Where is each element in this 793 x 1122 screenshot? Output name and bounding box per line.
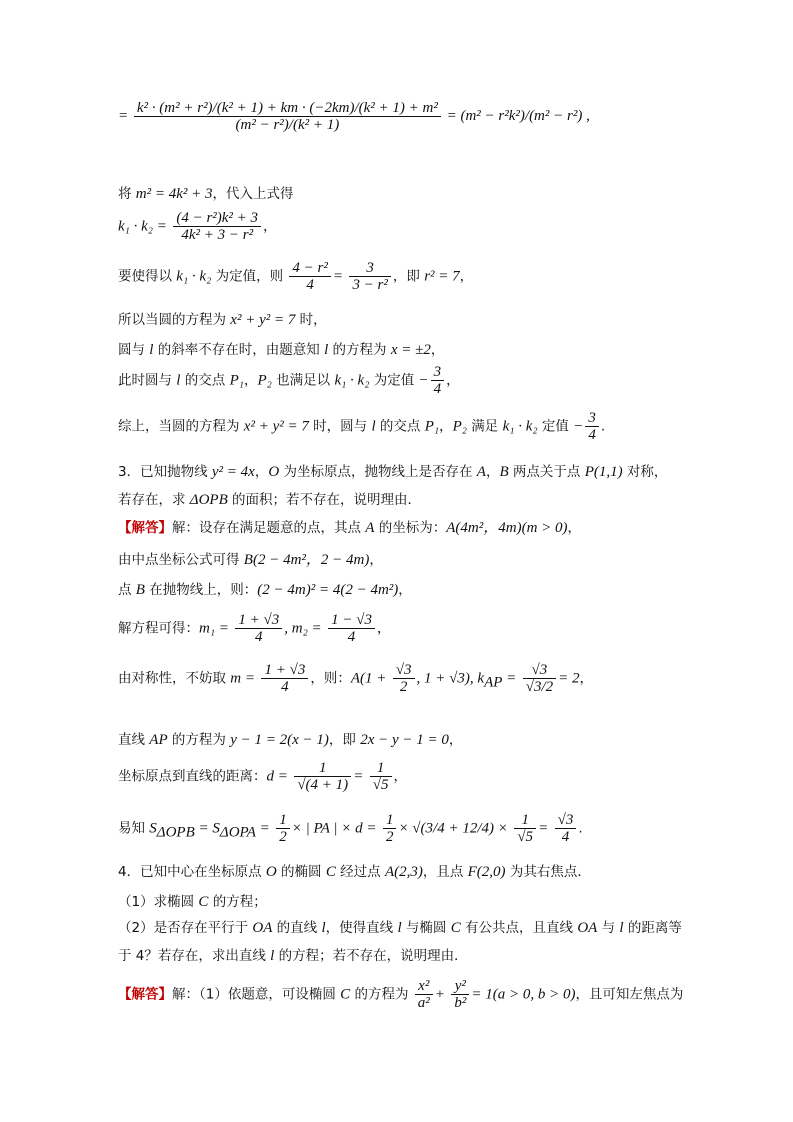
text: 坐标原点到直线的距离： bbox=[118, 768, 267, 785]
answer-tag: 【解答】 bbox=[118, 986, 172, 1003]
text: 在抛物线上，则： bbox=[144, 582, 258, 598]
text: 两点关于点 bbox=[508, 464, 585, 480]
q3-on-parabola-line bbox=[118, 578, 412, 599]
text: 的方程为 bbox=[167, 732, 231, 748]
numerator: 1 + √3 bbox=[264, 662, 306, 678]
numerator: x² bbox=[418, 978, 430, 994]
math: P₂ bbox=[257, 372, 272, 389]
fraction bbox=[585, 410, 599, 443]
math: P₁ bbox=[424, 418, 440, 435]
denominator: 4 bbox=[585, 426, 599, 443]
text: 解方程可得： bbox=[118, 620, 199, 637]
q3-distance-line bbox=[118, 760, 407, 793]
denominator: √(4 + 1) bbox=[294, 776, 351, 793]
text: ， bbox=[369, 552, 383, 568]
math: P(1,1) bbox=[584, 464, 623, 480]
math: × √(3/4 + 12/4) × bbox=[398, 820, 508, 837]
text: ， bbox=[430, 342, 445, 358]
numerator: 1 bbox=[376, 760, 385, 776]
denominator: √5 bbox=[370, 776, 392, 793]
math: k₁ · k₂ bbox=[502, 418, 538, 435]
subscript: ΔOPA bbox=[219, 824, 256, 841]
numerator: 3 bbox=[433, 364, 442, 380]
math: l bbox=[324, 342, 329, 358]
text: ， bbox=[376, 620, 391, 637]
numerator: √3 bbox=[531, 662, 548, 678]
text: 于 4？若存在，求出直线 bbox=[118, 948, 271, 964]
math: × | PA | × d = bbox=[291, 820, 377, 837]
math: S bbox=[149, 820, 157, 837]
math: A bbox=[365, 520, 375, 536]
text: 3．已知抛物线 bbox=[118, 464, 212, 480]
text: 为定值，则 bbox=[211, 268, 288, 285]
numerator: √3 bbox=[395, 662, 412, 678]
text: 直线 bbox=[118, 732, 150, 748]
math: k₁ · k₂ bbox=[334, 372, 370, 389]
math: , m₂ = bbox=[284, 620, 322, 637]
text: （2）是否存在平行于 bbox=[118, 920, 253, 936]
math: = 1(a > 0, b > 0) bbox=[471, 986, 576, 1003]
denominator: 4k² + 3 − r² bbox=[173, 226, 261, 243]
text: 4．已知中心在坐标原点 bbox=[118, 864, 266, 880]
math: l bbox=[149, 342, 154, 358]
text: ， bbox=[263, 218, 277, 235]
math: (2 − 4m)² = 4(2 − 4m²) bbox=[257, 582, 399, 598]
fraction bbox=[276, 812, 290, 845]
math: C bbox=[325, 864, 336, 880]
q3-area-line bbox=[118, 812, 583, 845]
answer-tag: 【解答】 bbox=[118, 520, 172, 536]
fraction bbox=[289, 260, 330, 293]
text: 易知 bbox=[118, 820, 150, 837]
fraction bbox=[523, 662, 556, 695]
text: ， bbox=[254, 464, 269, 480]
math: l bbox=[321, 920, 326, 936]
math: d = bbox=[266, 768, 288, 785]
q3-midpoint-line bbox=[118, 548, 383, 569]
text: 解：设存在满足题意的点，其点 bbox=[172, 520, 366, 536]
math: + bbox=[434, 986, 445, 1003]
fraction bbox=[514, 812, 536, 845]
text: ，且可知左焦点为 bbox=[575, 986, 684, 1003]
subscript: ΔOPB bbox=[156, 824, 195, 841]
fraction bbox=[383, 812, 397, 845]
denominator: 4 bbox=[261, 678, 308, 695]
math: A(1 + bbox=[350, 670, 387, 687]
fraction bbox=[349, 260, 390, 293]
math: l bbox=[371, 418, 376, 435]
text: 对称， bbox=[622, 464, 668, 480]
denominator: √5 bbox=[514, 828, 536, 845]
text: 综上，当圆的方程为 bbox=[118, 418, 244, 435]
denominator: 2 bbox=[383, 828, 397, 845]
text: ，则： bbox=[310, 670, 351, 687]
q4-part-2-cont bbox=[118, 944, 468, 965]
text: 若存在，求 bbox=[118, 492, 190, 508]
math: x = ±2 bbox=[390, 342, 431, 358]
text: 的面积；若不存在，说明理由． bbox=[227, 492, 422, 508]
math: r² = 7 bbox=[424, 268, 460, 285]
text: 的坐标为： bbox=[374, 520, 447, 536]
fraction bbox=[294, 760, 351, 793]
q3-answer-line bbox=[118, 516, 581, 537]
math: m = bbox=[230, 670, 256, 687]
text: 所以当圆的方程为 bbox=[118, 312, 231, 328]
math: , 1 + √3), k bbox=[416, 670, 485, 687]
math: P₂ bbox=[452, 418, 467, 435]
math: O bbox=[265, 864, 277, 880]
text: 要使得以 bbox=[118, 268, 177, 285]
math: = bbox=[538, 820, 549, 837]
text: 为其右焦点． bbox=[505, 864, 591, 880]
text: ， bbox=[567, 520, 582, 536]
math: m₁ = bbox=[199, 620, 229, 637]
numerator: 3 bbox=[588, 410, 596, 426]
math: B bbox=[499, 464, 509, 480]
q4-answer-line bbox=[118, 978, 683, 1011]
denominator: 3 − r² bbox=[349, 276, 390, 293]
math: k₁ · k₂ = bbox=[118, 218, 167, 235]
math: l bbox=[397, 920, 402, 936]
fraction bbox=[415, 978, 433, 1011]
text: ， bbox=[448, 732, 463, 748]
numerator: 1 bbox=[279, 812, 287, 828]
text: 的距离等 bbox=[623, 920, 682, 936]
denominator: 2 bbox=[393, 678, 415, 695]
text: 时， bbox=[295, 312, 327, 328]
text: 此时圆与 bbox=[118, 372, 177, 389]
text: 的椭圆 bbox=[276, 864, 326, 880]
math: = bbox=[255, 820, 270, 837]
equals-sign: = bbox=[118, 107, 129, 124]
fraction bbox=[173, 210, 261, 243]
numerator: 1 bbox=[521, 812, 529, 828]
math: A(2,3) bbox=[384, 864, 423, 880]
math: C bbox=[198, 894, 209, 910]
slope-line bbox=[118, 338, 444, 359]
text: 与 bbox=[597, 920, 620, 936]
q4-line-1 bbox=[118, 860, 591, 881]
math: l bbox=[619, 920, 624, 936]
numerator: 1 − √3 bbox=[331, 612, 372, 628]
k1k2-line bbox=[118, 210, 277, 243]
text: 时，圆与 bbox=[308, 418, 372, 435]
text: 由对称性，不妨取 bbox=[118, 670, 231, 687]
numerator: (4 − r²)k² + 3 bbox=[176, 210, 259, 226]
numerator: 1 bbox=[319, 760, 327, 776]
denominator: 2 bbox=[276, 828, 290, 845]
math: y − 1 = 2(x − 1) bbox=[230, 732, 329, 748]
math: − bbox=[418, 372, 429, 389]
text: 经过点 bbox=[335, 864, 385, 880]
math: k₁ · k₂ bbox=[176, 268, 212, 285]
text: 也满足以 bbox=[271, 372, 335, 389]
q4-part-1 bbox=[118, 890, 267, 911]
text: 与椭圆 bbox=[401, 920, 451, 936]
q4-part-2 bbox=[118, 916, 682, 937]
text: 有公共点，且直线 bbox=[460, 920, 578, 936]
denominator: b² bbox=[451, 994, 469, 1011]
numerator: 1 + √3 bbox=[238, 612, 280, 628]
math: = bbox=[353, 768, 364, 785]
text: 的交点 bbox=[180, 372, 230, 389]
text: 的交点 bbox=[375, 418, 425, 435]
math: ΔOPB bbox=[189, 492, 228, 508]
numerator: 3 bbox=[366, 260, 374, 276]
fraction bbox=[431, 364, 445, 397]
denominator: √3/2 bbox=[523, 678, 556, 695]
math: = 2 bbox=[558, 670, 580, 687]
compound-denominator: (m² − r²)/(k² + 1) bbox=[134, 116, 441, 133]
text: 为定值 bbox=[369, 372, 419, 389]
text: 的斜率不存在时，由题意知 bbox=[153, 342, 325, 358]
text: . bbox=[578, 820, 583, 837]
math: m² = 4k² + 3 bbox=[135, 186, 213, 202]
math: A bbox=[476, 464, 486, 480]
q3-solve-line bbox=[118, 612, 390, 645]
math: l bbox=[176, 372, 181, 389]
numerator: √3 bbox=[557, 812, 574, 828]
math: = S bbox=[194, 820, 220, 837]
fraction bbox=[261, 662, 308, 695]
summary-line bbox=[118, 410, 605, 443]
math: B bbox=[135, 582, 145, 598]
text: ， bbox=[446, 372, 460, 389]
fraction bbox=[555, 812, 577, 845]
math: l bbox=[270, 948, 275, 964]
fraction bbox=[328, 612, 375, 645]
compound-numerator: k² · (m² + r²)/(k² + 1) + km · (−2km)/(k² + 1) + m² bbox=[136, 100, 438, 116]
fraction bbox=[393, 662, 415, 695]
math: = bbox=[502, 670, 517, 687]
text: 为坐标原点，抛物线上是否存在 bbox=[279, 464, 477, 480]
eq-rhs: = (m² − r²k²)/(m² − r²) , bbox=[446, 107, 590, 124]
math: OA bbox=[252, 920, 273, 936]
circle-line bbox=[118, 308, 327, 329]
q3-line-2 bbox=[118, 488, 421, 509]
numerator: y² bbox=[454, 978, 466, 994]
math: A(4m²，4m)(m > 0) bbox=[446, 520, 568, 536]
text: 满足 bbox=[467, 418, 503, 435]
eq-line-1 bbox=[118, 100, 590, 133]
q3-line-ap bbox=[118, 728, 462, 749]
fraction bbox=[370, 760, 392, 793]
q3-symmetry-line bbox=[118, 662, 593, 695]
denominator: 4 bbox=[235, 628, 282, 645]
math: C bbox=[450, 920, 461, 936]
text: ，即 bbox=[328, 732, 361, 748]
text: ， bbox=[243, 372, 258, 389]
q3-line-1 bbox=[118, 460, 667, 481]
math: O bbox=[268, 464, 280, 480]
denominator: 4 bbox=[289, 276, 330, 293]
text: 的方程；若不存在，说明理由． bbox=[274, 948, 468, 964]
fraction bbox=[451, 978, 469, 1011]
text: 将 bbox=[118, 186, 136, 202]
text: 由中点坐标公式可得 bbox=[118, 552, 244, 568]
text: （1）求椭圆 bbox=[118, 894, 199, 910]
text: ， bbox=[459, 268, 474, 285]
denominator: 4 bbox=[328, 628, 375, 645]
math: x² + y² = 7 bbox=[243, 418, 309, 435]
subscript: AP bbox=[484, 674, 503, 691]
math: OA bbox=[577, 920, 598, 936]
math: C bbox=[340, 986, 351, 1003]
text: 的方程为 bbox=[328, 342, 391, 358]
text: ，使得直线 bbox=[325, 920, 398, 936]
math: = bbox=[332, 268, 343, 285]
text: 点 bbox=[118, 582, 136, 598]
text: . bbox=[600, 418, 606, 435]
compound-fraction bbox=[134, 100, 441, 133]
denominator: 4 bbox=[555, 828, 577, 845]
text: ，且点 bbox=[422, 864, 468, 880]
numerator: 4 − r² bbox=[292, 260, 328, 276]
math: AP bbox=[149, 732, 168, 748]
text: 的方程； bbox=[208, 894, 267, 910]
math: 2x − y − 1 = 0 bbox=[360, 732, 449, 748]
numerator: 1 bbox=[385, 812, 394, 828]
math: F(2,0) bbox=[467, 864, 506, 880]
substitute-line bbox=[118, 182, 294, 203]
text: 定值 bbox=[537, 418, 574, 435]
text: ，代入上式得 bbox=[212, 186, 294, 202]
math: B(2 − 4m²，2 − 4m) bbox=[243, 552, 370, 568]
text: ， bbox=[439, 418, 453, 435]
text: ， bbox=[393, 768, 407, 785]
text: ， bbox=[485, 464, 500, 480]
text: 圆与 bbox=[118, 342, 150, 358]
text: 的直线 bbox=[272, 920, 322, 936]
intersect-line bbox=[118, 364, 460, 397]
math: − bbox=[573, 418, 584, 435]
text: ，即 bbox=[392, 268, 425, 285]
math: y² = 4x bbox=[211, 464, 255, 480]
text: ， bbox=[579, 670, 593, 687]
denominator: a² bbox=[415, 994, 433, 1011]
text: 解：（1）依题意，可设椭圆 bbox=[172, 986, 341, 1003]
math: x² + y² = 7 bbox=[230, 312, 296, 328]
fraction bbox=[235, 612, 282, 645]
math: P₁ bbox=[229, 372, 244, 389]
const-line bbox=[118, 260, 473, 293]
denominator: 4 bbox=[431, 380, 445, 397]
text: 的方程为 bbox=[350, 986, 413, 1003]
text: ， bbox=[398, 582, 412, 598]
